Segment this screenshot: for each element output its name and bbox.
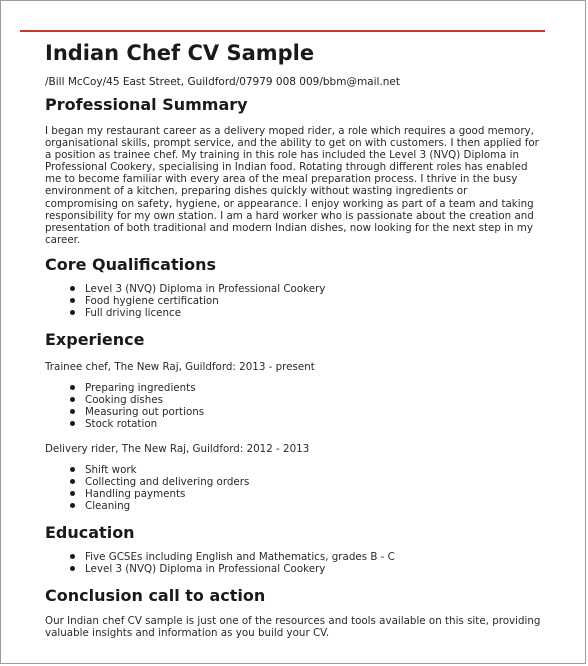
experience-heading: Experience xyxy=(45,330,145,349)
list-item: Cooking dishes xyxy=(45,394,545,406)
list-item: Shift work xyxy=(45,464,545,476)
header-rule xyxy=(20,30,545,32)
list-item: Measuring out portions xyxy=(45,406,545,418)
education-heading: Education xyxy=(45,523,135,542)
qualifications-list xyxy=(45,283,545,319)
job-duties-1 xyxy=(45,382,545,430)
conclusion-text: Our Indian chef CV sample is just one of the resources and tools available on this site, providing valuable insights and information as you build your CV. xyxy=(45,615,541,640)
list-item: Handling payments xyxy=(45,488,545,500)
job-duties-2 xyxy=(45,464,545,512)
list-item: Level 3 (NVQ) Diploma in Professional Cookery xyxy=(45,563,545,575)
list-item: Stock rotation xyxy=(45,418,545,430)
list-item: Five GCSEs including English and Mathematics, grades B - C xyxy=(45,551,545,563)
summary-text: I began my restaurant career as a delivery moped rider, a role which requires a good memory, organisational skills, prompt service, and the ability to get on with customers. I then applied for a position as trainee chef. My training in this role has included the Level 3 (NVQ) Diploma in Professional Cookery, specialising in Indian food. Rotating through different roles has enabled me to become familiar with every area of the meal preparation process. I thrive in the busy environment of a kitchen, preparing dishes quickly without wasting ingredients or compromising on safety, hygiene, or appearance. I enjoy working as part of a team and taking responsibility for my own station. I am a hard worker who is passionate about the creation and presentation of both traditional and modern Indian dishes, now looking for the next step in my career. xyxy=(45,125,539,246)
page-title: Indian Chef CV Sample xyxy=(45,41,315,65)
job-title-1: Trainee chef, The New Raj, Guildford: 2013 - present xyxy=(45,361,315,373)
list-item: Preparing ingredients xyxy=(45,382,545,394)
list-item: Level 3 (NVQ) Diploma in Professional Cookery xyxy=(45,283,545,295)
summary-heading: Professional Summary xyxy=(45,95,248,114)
list-item: Full driving licence xyxy=(45,307,545,319)
list-item: Collecting and delivering orders xyxy=(45,476,545,488)
conclusion-heading: Conclusion call to action xyxy=(45,586,266,605)
education-list xyxy=(45,551,545,575)
job-title-2: Delivery rider, The New Raj, Guildford: 2012 - 2013 xyxy=(45,443,310,455)
contact-line: /Bill McCoy/45 East Street, Guildford/07979 008 009/bbm@mail.net xyxy=(45,76,401,88)
qualifications-heading: Core Qualifications xyxy=(45,255,216,274)
list-item: Cleaning xyxy=(45,500,545,512)
list-item: Food hygiene certification xyxy=(45,295,545,307)
